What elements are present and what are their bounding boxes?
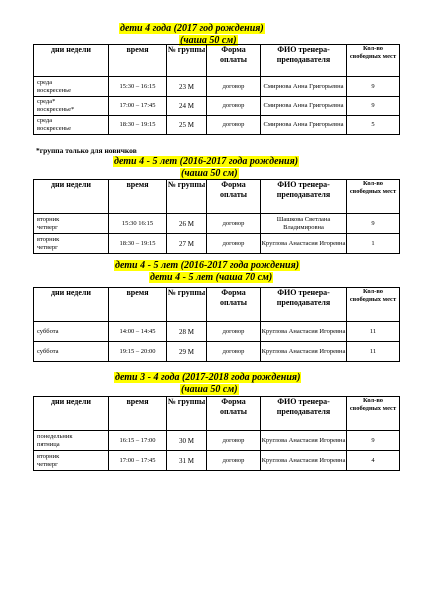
header-free-places: Кол-во свободных мест	[347, 45, 400, 77]
cell-time: 15:30 16:15	[109, 214, 167, 234]
header-payment: Форма оплаты	[207, 180, 261, 214]
cell-group: 31 М	[167, 451, 207, 471]
header-days: дни недели	[34, 45, 109, 77]
table-header-row	[34, 45, 400, 77]
cell-days: вторник четверг	[34, 234, 109, 254]
section-1-title: дети 4 года (2017 год рождения)	[120, 23, 264, 34]
table-row	[34, 234, 400, 254]
section-2-title: дети 4 - 5 лет (2016-2017 года рождения)	[114, 156, 299, 167]
header-coach: ФИО тренера-преподавателя	[261, 397, 347, 431]
header-coach: ФИО тренера-преподавателя	[261, 288, 347, 322]
section-4-subtitle: (чаша 50 см)	[181, 384, 238, 395]
header-time: время	[109, 397, 167, 431]
cell-payment: договор	[207, 97, 261, 116]
table-row	[34, 116, 400, 135]
table-row	[34, 97, 400, 116]
cell-coach: Круглова Анастасия Игоревна	[261, 322, 347, 342]
cell-free-places: 1	[347, 234, 400, 254]
header-days: дни недели	[34, 180, 109, 214]
cell-group: 24 М	[167, 97, 207, 116]
cell-days: среда воскресенье	[34, 116, 109, 135]
cell-payment: договор	[207, 77, 261, 97]
cell-free-places: 9	[347, 97, 400, 116]
cell-days: среда* воскресенье*	[34, 97, 109, 116]
header-payment: Форма оплаты	[207, 45, 261, 77]
cell-free-places: 9	[347, 214, 400, 234]
table-row	[34, 342, 400, 362]
cell-coach: Круглова Анастасия Игоревна	[261, 342, 347, 362]
section-4-title: дети 3 - 4 года (2017-2018 года рождения)	[115, 372, 301, 383]
cell-coach: Круглова Анастасия Игоревна	[261, 451, 347, 471]
cell-coach: Шашкова Светлана Владимировна	[261, 214, 347, 234]
cell-group: 23 М	[167, 77, 207, 97]
cell-coach: Смирнова Анна Григорьевна	[261, 116, 347, 135]
header-payment: Форма оплаты	[207, 288, 261, 322]
header-free-places: Кол-во свободных мест	[347, 180, 400, 214]
header-group: № группы	[167, 45, 207, 77]
header-payment: Форма оплаты	[207, 397, 261, 431]
cell-coach: Круглова Анастасия Игоревна	[261, 431, 347, 451]
header-free-places: Кол-во свободных мест	[347, 288, 400, 322]
cell-group: 25 М	[167, 116, 207, 135]
header-time: время	[109, 180, 167, 214]
header-group: № группы	[167, 288, 207, 322]
header-time: время	[109, 45, 167, 77]
header-free-places: Кол-во свободных мест	[347, 397, 400, 431]
section-3-title: дети 4 - 5 лет (2016-2017 года рождения)	[115, 260, 300, 271]
header-group: № группы	[167, 180, 207, 214]
cell-days: суббота	[34, 342, 109, 362]
cell-days: суббота	[34, 322, 109, 342]
section-2-subtitle: (чаша 50 см)	[181, 168, 238, 179]
cell-payment: договор	[207, 322, 261, 342]
cell-time: 17:00 – 17:45	[109, 451, 167, 471]
section-3-subtitle: дети 4 - 5 лет (чаша 70 см)	[150, 272, 273, 283]
cell-time: 15:30 – 16:15	[109, 77, 167, 97]
table-header-row	[34, 180, 400, 214]
table-row	[34, 451, 400, 471]
table-row	[34, 214, 400, 234]
section-2-table	[33, 179, 400, 254]
cell-coach: Смирнова Анна Григорьевна	[261, 77, 347, 97]
cell-payment: договор	[207, 451, 261, 471]
cell-time: 18:30 – 19:15	[109, 234, 167, 254]
cell-free-places: 11	[347, 342, 400, 362]
cell-days: вторник четверг	[34, 451, 109, 471]
cell-payment: договор	[207, 214, 261, 234]
table-row	[34, 77, 400, 97]
cell-payment: договор	[207, 234, 261, 254]
cell-group: 27 М	[167, 234, 207, 254]
cell-free-places: 9	[347, 77, 400, 97]
cell-group: 30 М	[167, 431, 207, 451]
cell-group: 29 М	[167, 342, 207, 362]
section-4-table	[33, 396, 400, 471]
header-group: № группы	[167, 397, 207, 431]
cell-free-places: 4	[347, 451, 400, 471]
cell-free-places: 9	[347, 431, 400, 451]
section-1-subtitle: (чаша 50 см)	[180, 35, 237, 46]
header-coach: ФИО тренера-преподавателя	[261, 180, 347, 214]
cell-time: 17:00 – 17:45	[109, 97, 167, 116]
cell-time: 14:00 – 14:45	[109, 322, 167, 342]
cell-days: вторник четверг	[34, 214, 109, 234]
table-row	[34, 431, 400, 451]
header-days: дни недели	[34, 397, 109, 431]
cell-free-places: 5	[347, 116, 400, 135]
cell-payment: договор	[207, 431, 261, 451]
table-header-row	[34, 397, 400, 431]
header-days: дни недели	[34, 288, 109, 322]
section-1-table	[33, 44, 400, 135]
cell-time: 16:15 – 17:00	[109, 431, 167, 451]
cell-coach: Смирнова Анна Григорьевна	[261, 97, 347, 116]
cell-time: 19:15 – 20:00	[109, 342, 167, 362]
cell-days: понедельник пятница	[34, 431, 109, 451]
cell-payment: договор	[207, 116, 261, 135]
table-header-row	[34, 288, 400, 322]
cell-coach: Круглова Анастасия Игоревна	[261, 234, 347, 254]
table-row	[34, 322, 400, 342]
cell-free-places: 11	[347, 322, 400, 342]
cell-days: среда воскресенье	[34, 77, 109, 97]
footnote: *группа только для новичков	[36, 146, 137, 155]
section-3-table	[33, 287, 400, 362]
cell-time: 18:30 – 19:15	[109, 116, 167, 135]
cell-group: 26 М	[167, 214, 207, 234]
cell-payment: договор	[207, 342, 261, 362]
header-time: время	[109, 288, 167, 322]
header-coach: ФИО тренера-преподавателя	[261, 45, 347, 77]
cell-group: 28 М	[167, 322, 207, 342]
